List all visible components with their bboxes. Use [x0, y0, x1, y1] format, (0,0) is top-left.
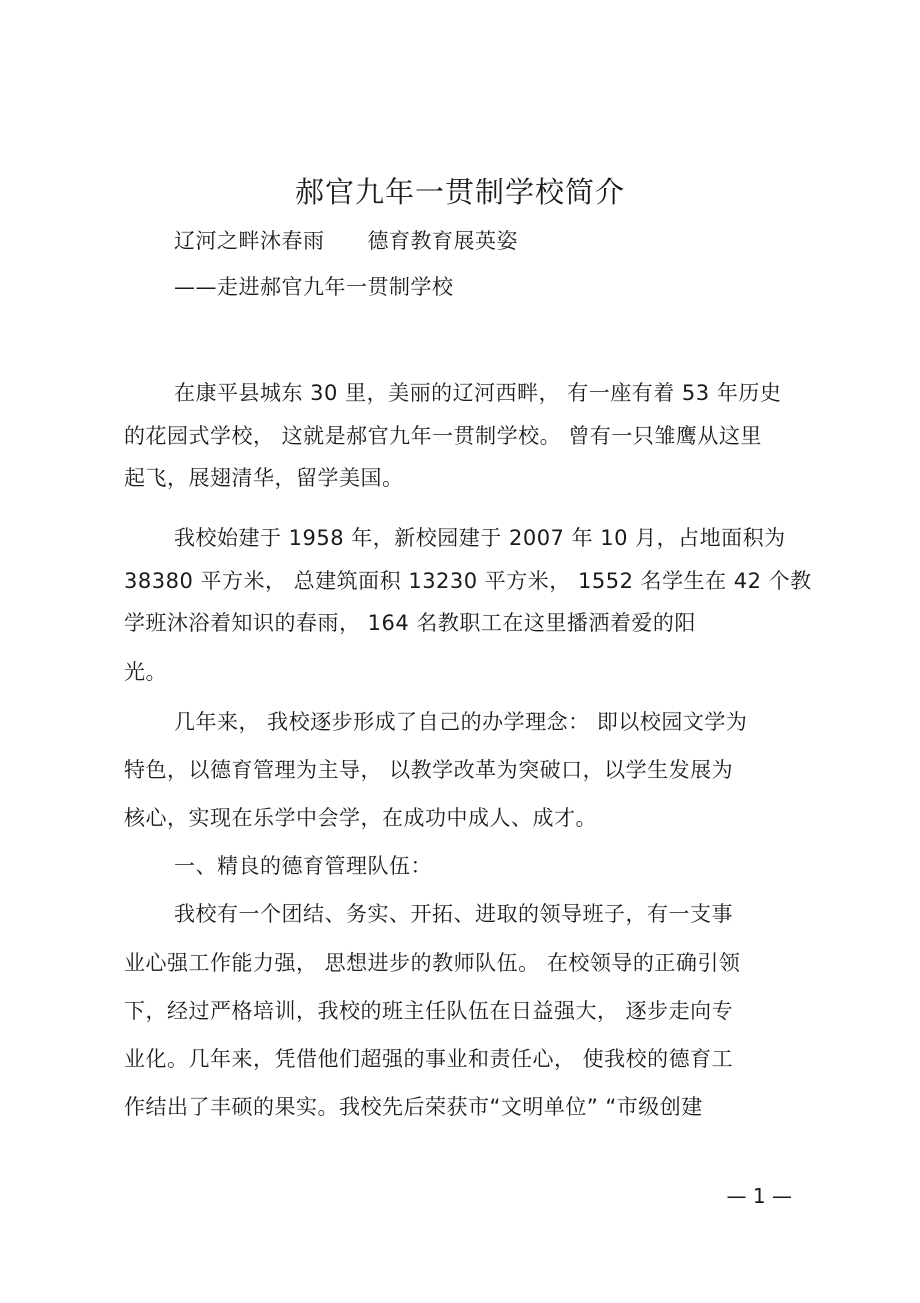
paragraph-line: 的花园式学校， 这就是郝官九年一贯制学校。 曾有一只雏鹰从这里	[124, 424, 762, 448]
paragraph-line: 38380 平方米， 总建筑面积 13230 平方米， 1552 名学生在 42 个教	[124, 569, 812, 593]
page-number: — 1 —	[726, 1184, 792, 1208]
paragraph-line: 业心强工作能力强， 思想进步的教师队伍。 在校领导的正确引领	[124, 951, 741, 975]
paragraph-line: 光。	[124, 660, 167, 684]
paragraph-line: 在康平县城东 30 里，美丽的辽河西畔， 有一座有着 53 年历史	[174, 381, 782, 405]
paragraph-line: 核心，实现在乐学中会学，在成功中成人、成才。	[124, 806, 597, 830]
paragraph-line: 作结出了丰硕的果实。我校先后荣获市“文明单位” “市级创建	[124, 1095, 703, 1119]
paragraph-line: 起飞，展翅清华，留学美国。	[124, 466, 404, 490]
paragraph-line: 我校始建于 1958 年，新校园建于 2007 年 10 月，占地面积为	[174, 526, 786, 550]
paragraph-line: 业化。几年来，凭借他们超强的事业和责任心， 使我校的德育工	[124, 1047, 734, 1071]
paragraph-line: 几年来， 我校逐步形成了自己的办学理念： 即以校园文学为	[174, 710, 748, 734]
document-title: 郝官九年一贯制学校简介	[294, 175, 625, 209]
paragraph-line: 学班沐浴着知识的春雨， 164 名教职工在这里播洒着爱的阳	[124, 611, 696, 635]
paragraph-line: 特色，以德育管理为主导， 以教学改革为突破口，以学生发展为	[124, 758, 734, 782]
section-heading: 一、精良的德育管理队伍：	[174, 854, 432, 878]
paragraph-line: 我校有一个团结、务实、开拓、进取的领导班子，有一支事	[174, 902, 733, 926]
subtitle-line: 辽河之畔沐春雨 德育教育展英姿	[174, 229, 518, 253]
subtitle-line: ——走进郝官九年一贯制学校	[174, 275, 454, 299]
paragraph-line: 下，经过严格培训，我校的班主任队伍在日益强大， 逐步走向专	[124, 999, 734, 1023]
